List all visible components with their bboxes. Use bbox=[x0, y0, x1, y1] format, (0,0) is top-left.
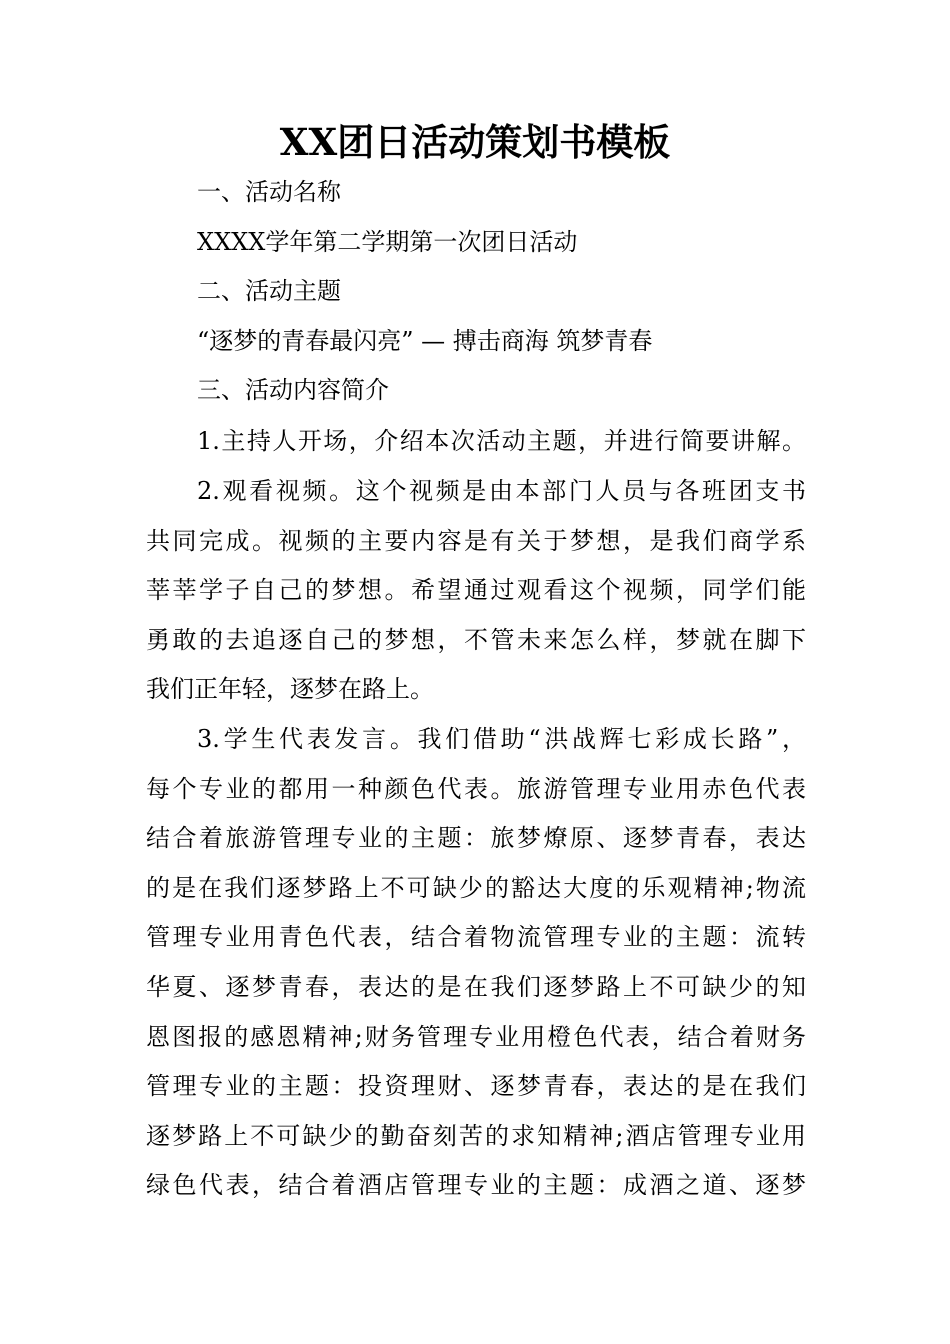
paragraph-line: 管理专业的主题：投资理财、逐梦青春，表达的是在我们 bbox=[146, 1072, 806, 1100]
paragraph-line: 逐梦路上不可缺少的勤奋刻苦的求知精神;酒店管理专业用 bbox=[146, 1122, 806, 1150]
paragraph-line: 管理专业用青色代表，结合着物流管理专业的主题：流转 bbox=[146, 923, 806, 951]
paragraph-line: 莘莘学子自己的梦想。希望通过观看这个视频，同学们能 bbox=[146, 576, 806, 604]
section-heading-activity-name: 一、活动名称 bbox=[197, 178, 341, 206]
paragraph-line: 2.观看视频。这个视频是由本部门人员与各班团支书 bbox=[197, 477, 806, 505]
paragraph-line: 的是在我们逐梦路上不可缺少的豁达大度的乐观精神;物流 bbox=[146, 874, 806, 902]
document-title: XX团日活动策划书模板 bbox=[279, 120, 671, 164]
paragraph-line: 绿色代表，结合着酒店管理专业的主题：成酒之道、逐梦 bbox=[146, 1171, 806, 1199]
section-heading-activity-content: 三、活动内容简介 bbox=[197, 376, 389, 404]
section-heading-activity-theme: 二、活动主题 bbox=[197, 277, 341, 305]
paragraph-line: 1.主持人开场，介绍本次活动主题，并进行简要讲解。 bbox=[197, 427, 806, 455]
paragraph-line: 华夏、逐梦青春，表达的是在我们逐梦路上不可缺少的知 bbox=[146, 973, 806, 1001]
paragraph-line: 勇敢的去追逐自己的梦想，不管未来怎么样，梦就在脚下 bbox=[146, 626, 806, 654]
paragraph-line: 结合着旅游管理专业的主题：旅梦燎原、逐梦青春，表达 bbox=[146, 824, 806, 852]
paragraph-line: 恩图报的感恩精神;财务管理专业用橙色代表，结合着财务 bbox=[146, 1023, 806, 1051]
paragraph-line: 3.学生代表发言。我们借助“洪战辉七彩成长路”， bbox=[197, 725, 806, 753]
paragraph-line: 每个专业的都用一种颜色代表。旅游管理专业用赤色代表 bbox=[146, 775, 806, 803]
activity-name-text: XXXX学年第二学期第一次团日活动 bbox=[197, 228, 578, 256]
activity-theme-text: “逐梦的青春最闪亮” — 搏击商海 筑梦青春 bbox=[197, 327, 653, 355]
paragraph-line: 我们正年轻，逐梦在路上。 bbox=[146, 675, 434, 703]
paragraph-line: 共同完成。视频的主要内容是有关于梦想，是我们商学系 bbox=[146, 527, 806, 555]
